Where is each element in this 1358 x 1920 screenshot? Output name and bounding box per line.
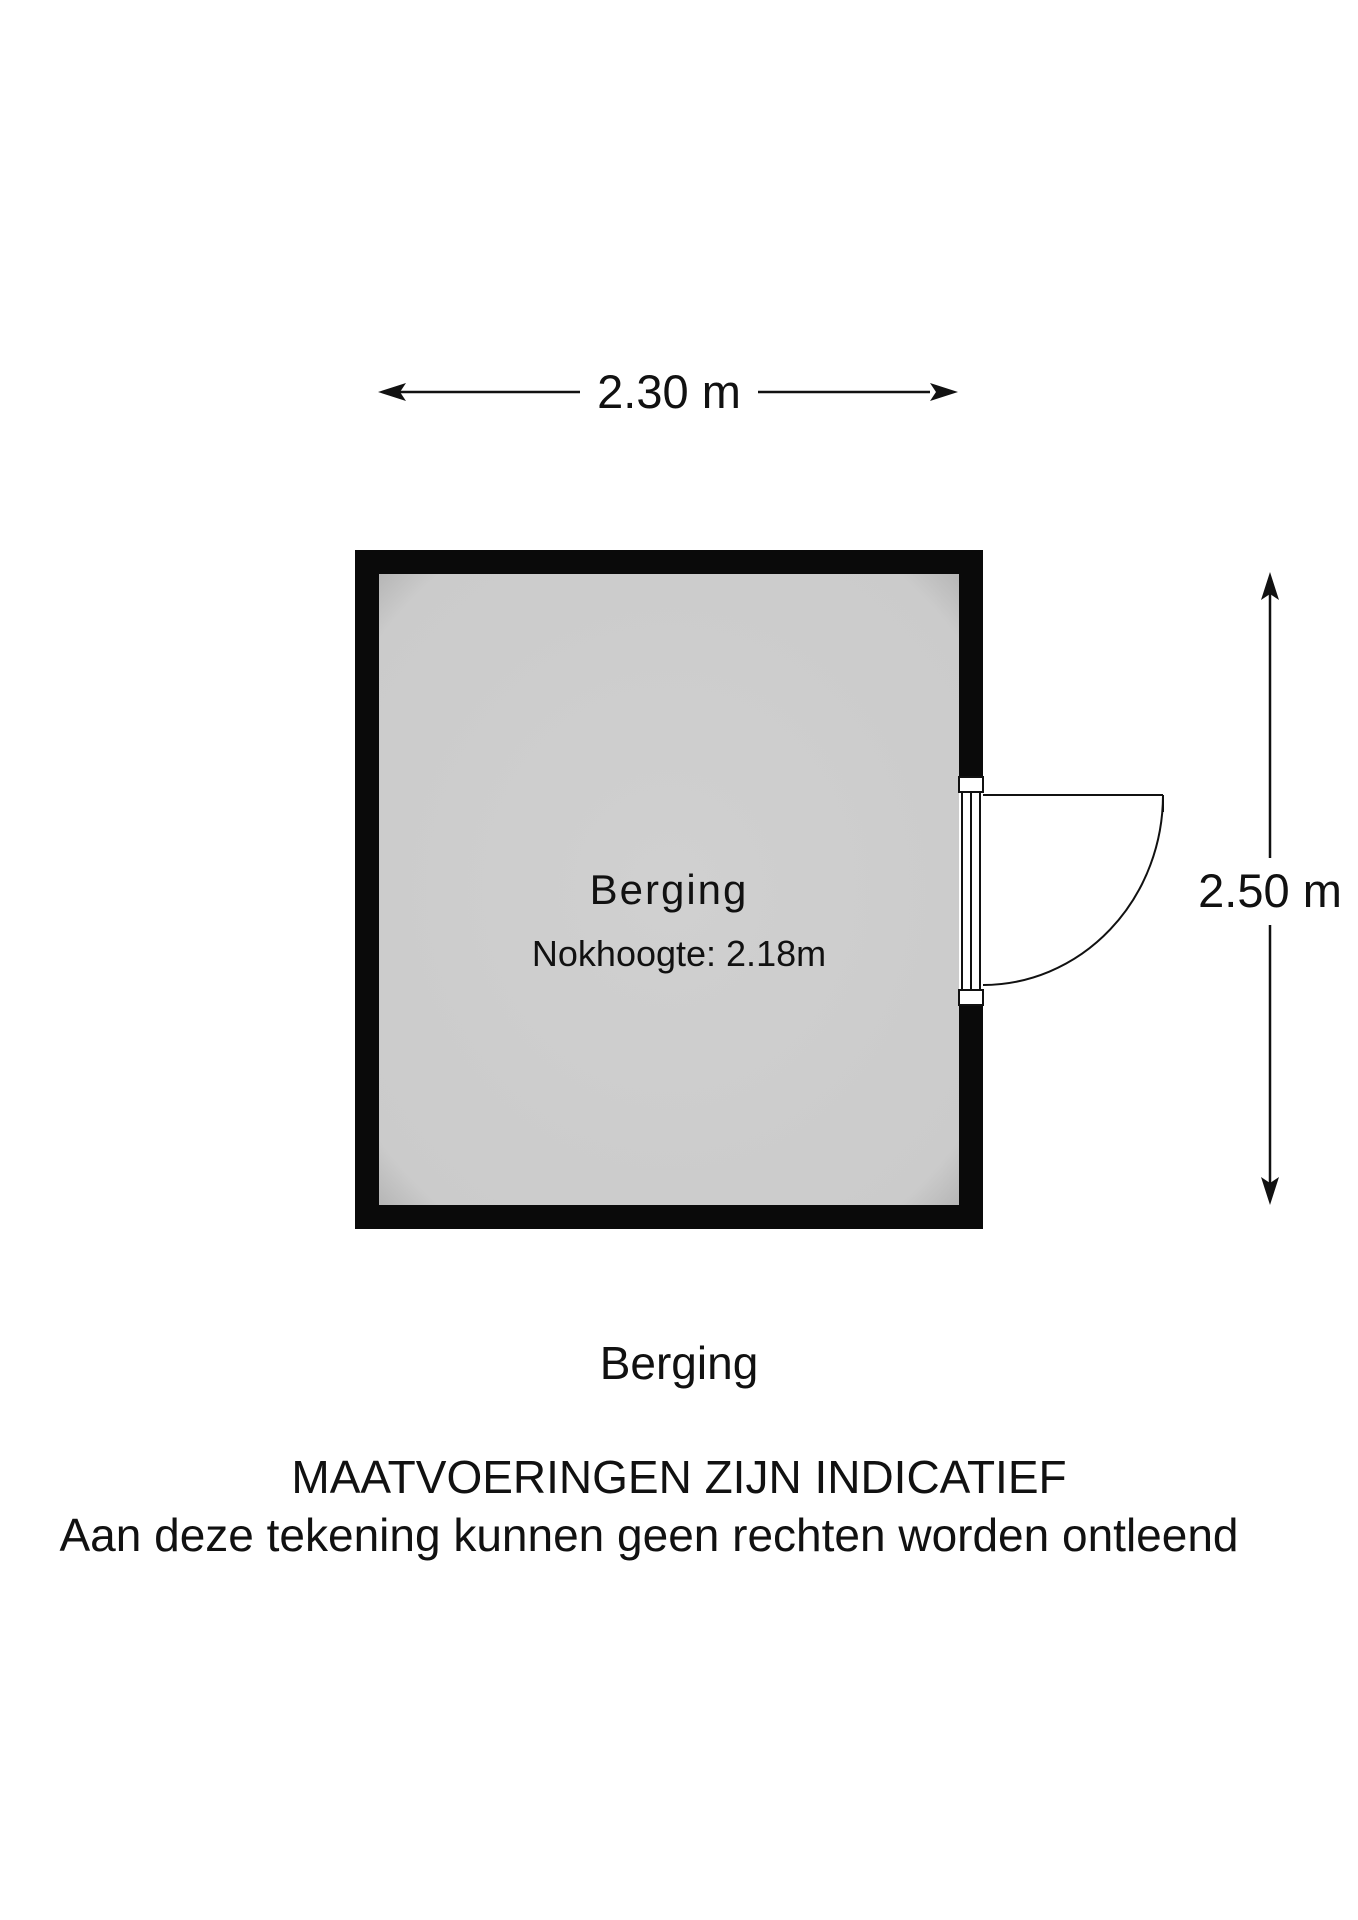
width-dimension [378, 365, 958, 418]
door-jamb-bottom [959, 990, 983, 1005]
disclaimer-title: MAATVOERINGEN ZIJN INDICATIEF [291, 1451, 1067, 1503]
floor-caption: Berging [599, 1337, 759, 1389]
width-dimension-label: 2.30 m [597, 365, 741, 418]
room-height-label: Nokhoogte: 2.18m [531, 933, 827, 974]
room-berging [355, 550, 1163, 1229]
depth-dimension [1198, 572, 1342, 1205]
door-swing-arc [983, 795, 1163, 985]
depth-dimension-label: 2.50 m [1198, 864, 1342, 917]
room-name-label: Berging [589, 866, 749, 913]
arrow-right-icon [930, 383, 958, 401]
door-jamb-top [959, 777, 983, 792]
disclaimer-text: Aan deze tekening kunnen geen rechten worden ontleend [59, 1509, 1239, 1561]
